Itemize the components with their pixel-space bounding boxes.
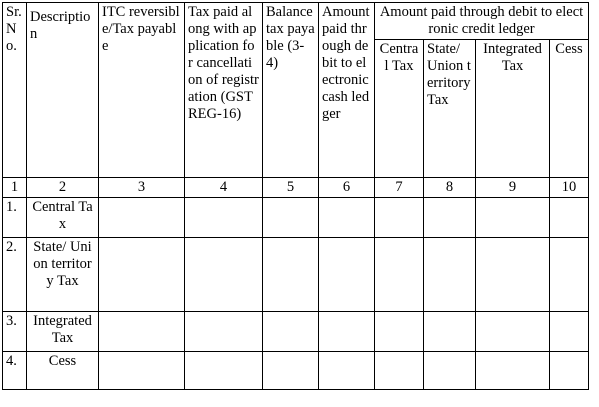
empty-cell [263, 238, 319, 312]
row-description: State/ Union territory Tax [27, 238, 99, 312]
empty-cell [476, 312, 550, 352]
column-number: 9 [476, 178, 550, 198]
table-row [3, 352, 589, 390]
empty-cell [424, 198, 476, 238]
header-sr-no: Sr. No. [3, 3, 27, 178]
empty-cell [319, 198, 375, 238]
column-number: 3 [99, 178, 185, 198]
header-itc: ITC reversible/Tax payable [99, 3, 185, 178]
empty-cell [319, 352, 375, 390]
empty-cell [185, 312, 263, 352]
empty-cell [550, 198, 589, 238]
empty-cell [263, 352, 319, 390]
empty-cell [550, 312, 589, 352]
row-description: Central Tax [27, 198, 99, 238]
empty-cell [375, 312, 424, 352]
empty-cell [424, 238, 476, 312]
empty-cell [476, 352, 550, 390]
header-state-ut-tax: State/ Union territory Tax [424, 40, 476, 178]
column-number: 7 [375, 178, 424, 198]
table-row [3, 238, 589, 312]
empty-cell [99, 238, 185, 312]
header-central-tax: Central Tax [375, 40, 424, 178]
header-cess: Cess [550, 40, 589, 178]
gst-tax-table [2, 2, 589, 390]
empty-cell [550, 352, 589, 390]
empty-cell [185, 352, 263, 390]
empty-cell [424, 352, 476, 390]
empty-cell [185, 198, 263, 238]
column-number: 4 [185, 178, 263, 198]
table-row [3, 312, 589, 352]
header-integrated-tax: Integrated Tax [476, 40, 550, 178]
column-number: 1 [3, 178, 27, 198]
table-row [3, 198, 589, 238]
row-description: Integrated Tax [27, 312, 99, 352]
empty-cell [550, 238, 589, 312]
column-number: 6 [319, 178, 375, 198]
empty-cell [319, 238, 375, 312]
empty-cell [476, 198, 550, 238]
row-sr-no: 3. [3, 312, 27, 352]
row-description: Cess [27, 352, 99, 390]
column-number: 10 [550, 178, 589, 198]
empty-cell [263, 198, 319, 238]
column-number-row [3, 178, 589, 198]
column-number: 8 [424, 178, 476, 198]
empty-cell [375, 198, 424, 238]
row-sr-no: 1. [3, 198, 27, 238]
empty-cell [319, 312, 375, 352]
header-credit-ledger-group: Amount paid through debit to electronic credit ledger [375, 3, 589, 40]
empty-cell [375, 238, 424, 312]
header-tax-paid: Tax paid along with application for cancellation of registration (GST REG-16) [185, 3, 263, 178]
empty-cell [99, 312, 185, 352]
header-row [3, 3, 589, 40]
empty-cell [476, 238, 550, 312]
row-sr-no: 2. [3, 238, 27, 312]
header-balance: Balance tax payable (3-4) [263, 3, 319, 178]
row-sr-no: 4. [3, 352, 27, 390]
empty-cell [375, 352, 424, 390]
header-cash-ledger: Amount paid through debit to electronic cash ledger [319, 3, 375, 178]
column-number: 2 [27, 178, 99, 198]
empty-cell [263, 312, 319, 352]
empty-cell [99, 352, 185, 390]
column-number: 5 [263, 178, 319, 198]
header-description: Description [27, 3, 99, 178]
empty-cell [424, 312, 476, 352]
empty-cell [185, 238, 263, 312]
empty-cell [99, 198, 185, 238]
